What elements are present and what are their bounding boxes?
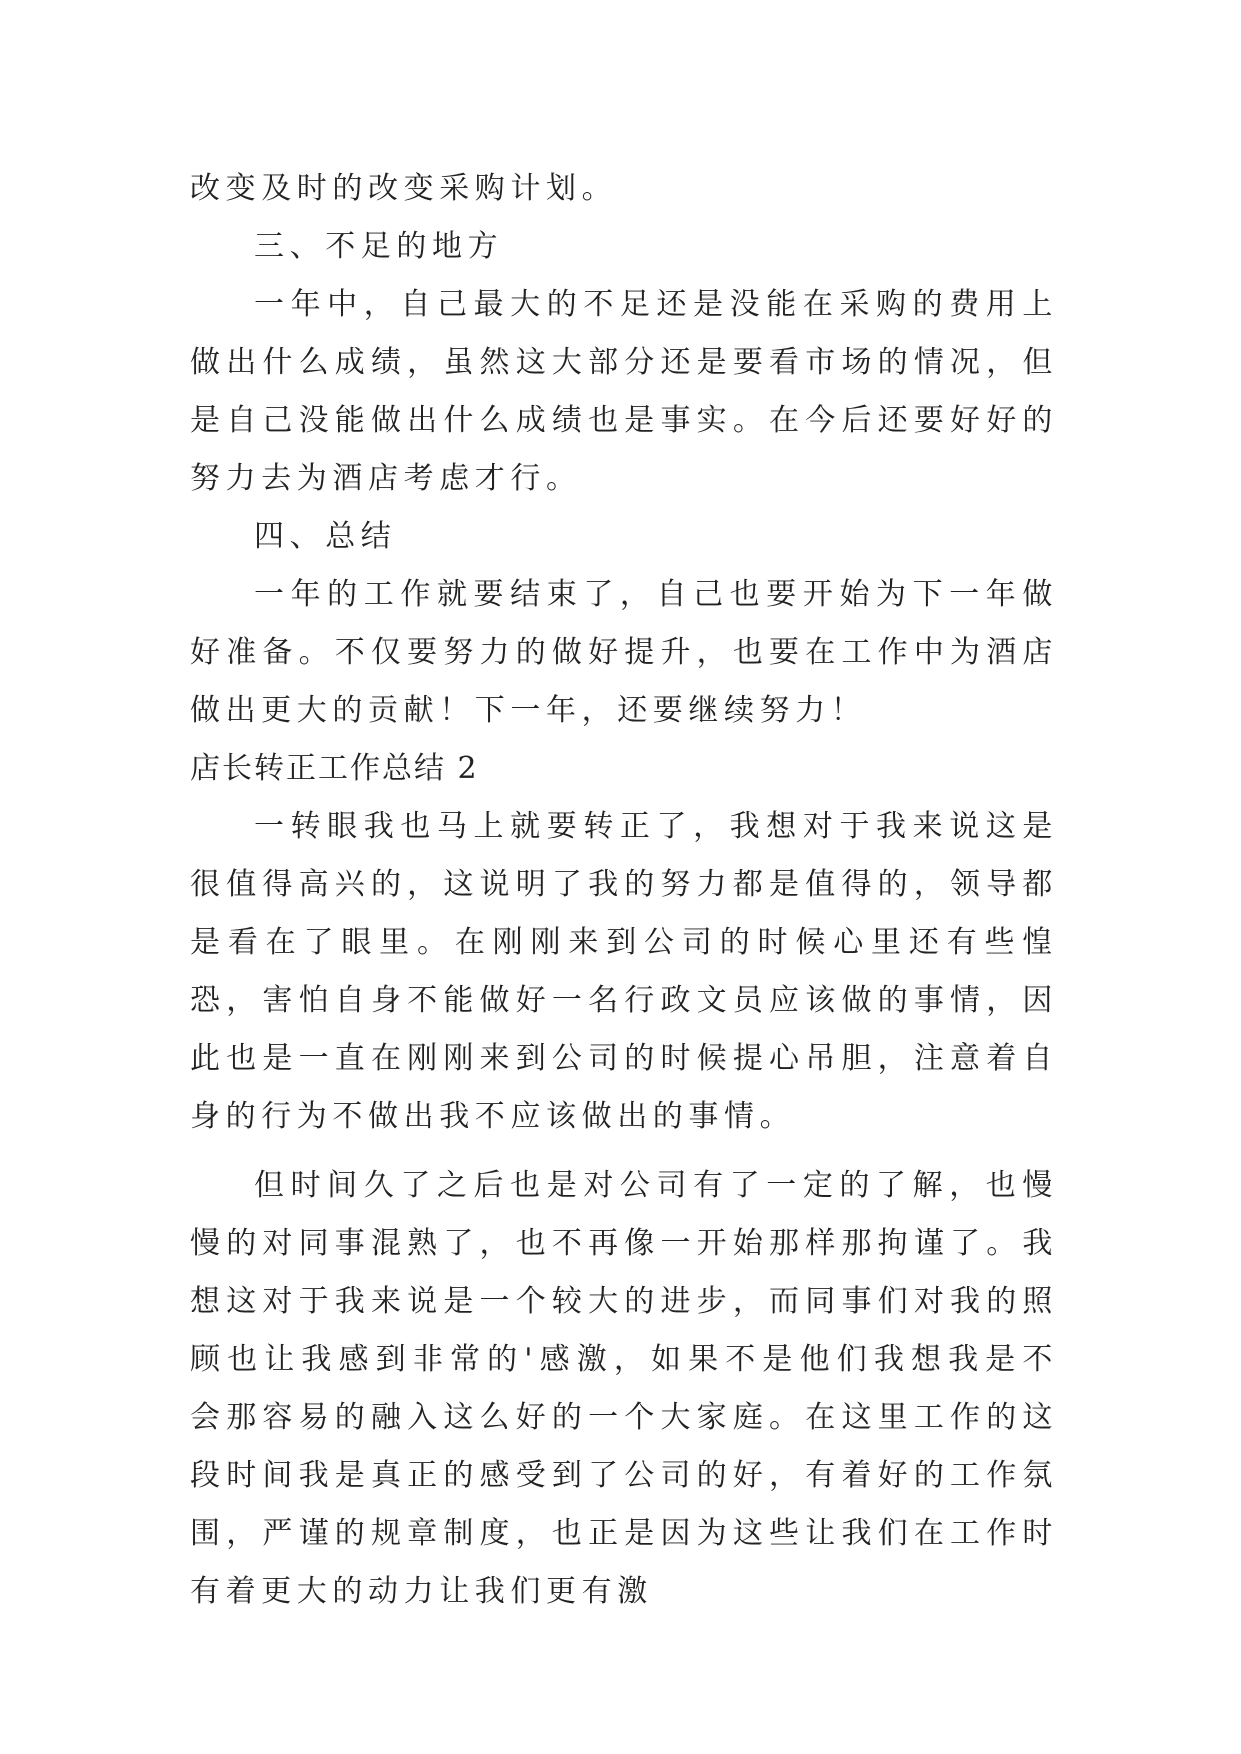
paragraph-article-1: 一转眼我也马上就要转正了，我想对于我来说这是很值得高兴的，这说明了我的努力都是值得的，领导都是看在了眼里。在刚刚来到公司的时候心里还有些惶恐，害怕自身不能做好一名行政文员应该做的事情，因此也是一直在刚刚来到公司的时候提心吊胆，注意着自身的行为不做出我不应该做出的事情。 (190, 809, 1058, 1134)
paragraph-article-2: 但时间久了之后也是对公司有了一定的了解，也慢慢的对同事混熟了，也不再像一开始那样那拘谨了。我想这对于我来说是一个较大的进步，而同事们对我的照顾也让我感到非常的'感激，如果不是他们我想我是不会那容易的融入这么好的一个大家庭。在这里工作的这段时间我是真正的感受到了公司的好，有着好的工作氛围，严谨的规章制度，也正是因为这些让我们在工作时有着更大的动力让我们更有激 (190, 1168, 1058, 1609)
section-heading-shortcomings: 三、不足的地方 (254, 229, 504, 264)
paragraph-summary: 一年的工作就要结束了，自己也要开始为下一年做好准备。不仅要努力的做好提升，也要在工作中为酒店做出更大的贡献！下一年，还要继续努力！ (190, 577, 1058, 728)
section-heading-summary: 四、总结 (254, 519, 397, 554)
paragraph-1: 改变及时的改变采购计划。 (190, 171, 618, 206)
paragraph-shortcomings: 一年中，自己最大的不足还是没能在采购的费用上做出什么成绩，虽然这大部分还是要看市场的情况，但是自己没能做出什么成绩也是事实。在今后还要好好的努力去为酒店考虑才行。 (190, 287, 1058, 496)
article-title: 店长转正工作总结 2 (190, 751, 479, 786)
document-body (190, 160, 1058, 1621)
